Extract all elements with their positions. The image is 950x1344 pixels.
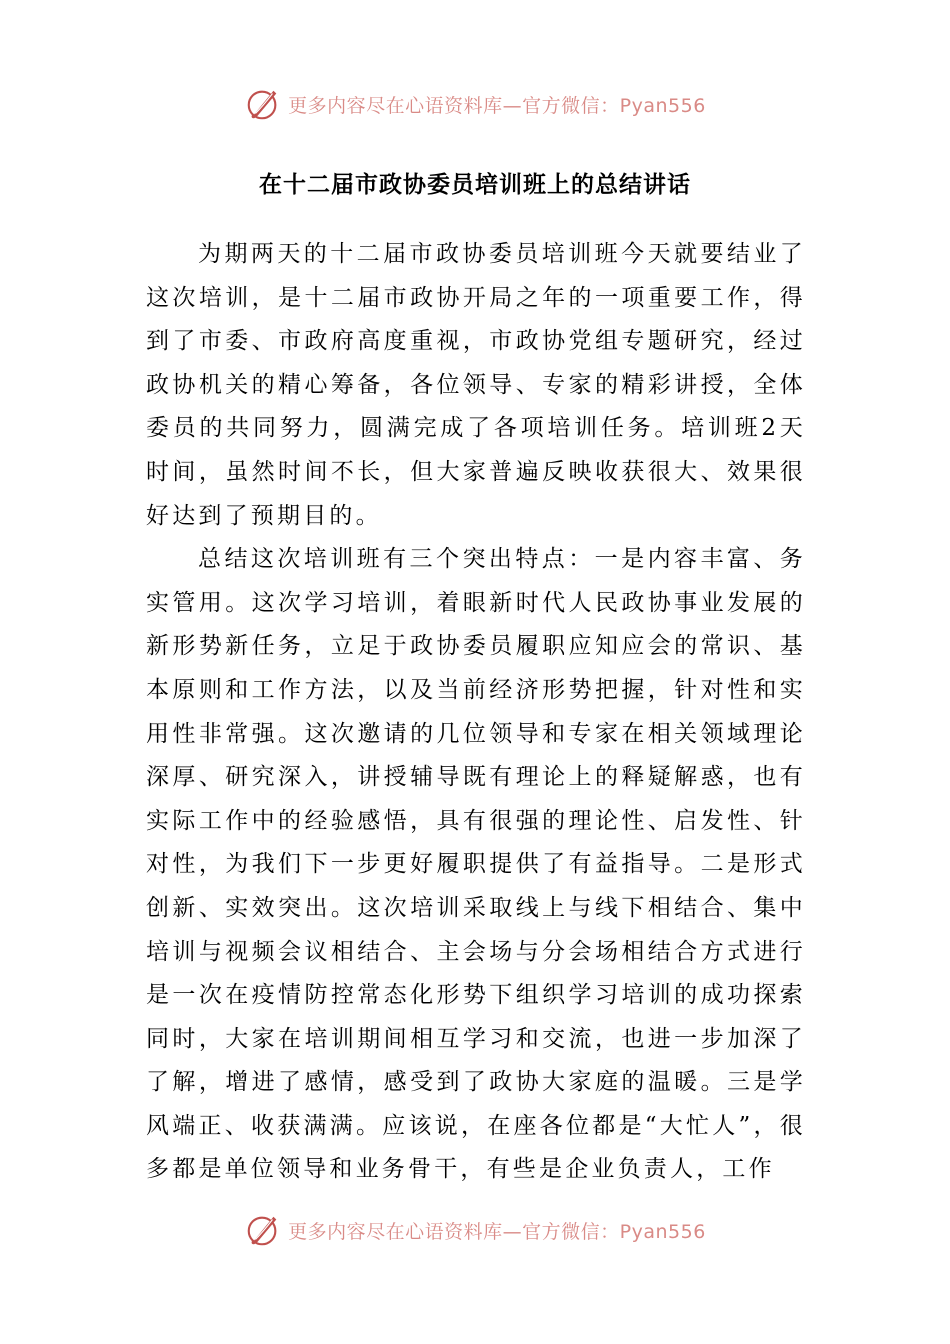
quill-pen-logo-icon [244, 85, 282, 123]
paragraph: 为期两天的十二届市政协委员培训班今天就要结业了这次培训，是十二届市政协开局之年的一项重要工作，得到了市委、市政府高度重视，市政协党组专题研究，经过政协机关的精心筹备，各位领导、专家的精彩讲授，全体委员的共同努力，圆满完成了各项培训任务。培训班2天时间，虽然时间不长，但大家普遍反映收获很大、效果很好达到了预期目的。 [146, 241, 806, 529]
watermark-header [0, 82, 950, 126]
quill-pen-logo-icon [244, 1211, 282, 1249]
watermark-footer [0, 1208, 950, 1252]
document-title: 在十二届市政协委员培训班上的总结讲话 [259, 172, 691, 198]
document-body [146, 233, 806, 1192]
paragraph: 总结这次培训班有三个突出特点：一是内容丰富、务实管用。这次学习培训，着眼新时代人民政协事业发展的新形势新任务，立足于政协委员履职应知应会的常识、基本原则和工作方法，以及当前经济形势把握，针对性和实用性非常强。这次邀请的几位领导和专家在相关领域理论深厚、研究深入，讲授辅导既有理论上的释疑解惑，也有实际工作中的经验感悟，具有很强的理论性、启发性、针对性，为我们下一步更好履职提供了有益指导。二是形式创新、实效突出。这次培训采取线上与线下相结合、集中培训与视频会议相结合、主会场与分会场相结合方式进行是一次在疫情防控常态化形势下组织学习培训的成功探索同时，大家在培训期间相互学习和交流，也进一步加深了了解，增进了感情，感受到了政协大家庭的温暖。三是学风端正、收获满满。应该说，在座各位都是“大忙人”，很多都是单位领导和业务骨干，有些是企业负责人，工作 [146, 546, 806, 1183]
watermark-text: 更多内容尽在心语资料库—官方微信：Pyan556 [288, 1220, 706, 1243]
watermark-text: 更多内容尽在心语资料库—官方微信：Pyan556 [288, 94, 706, 117]
